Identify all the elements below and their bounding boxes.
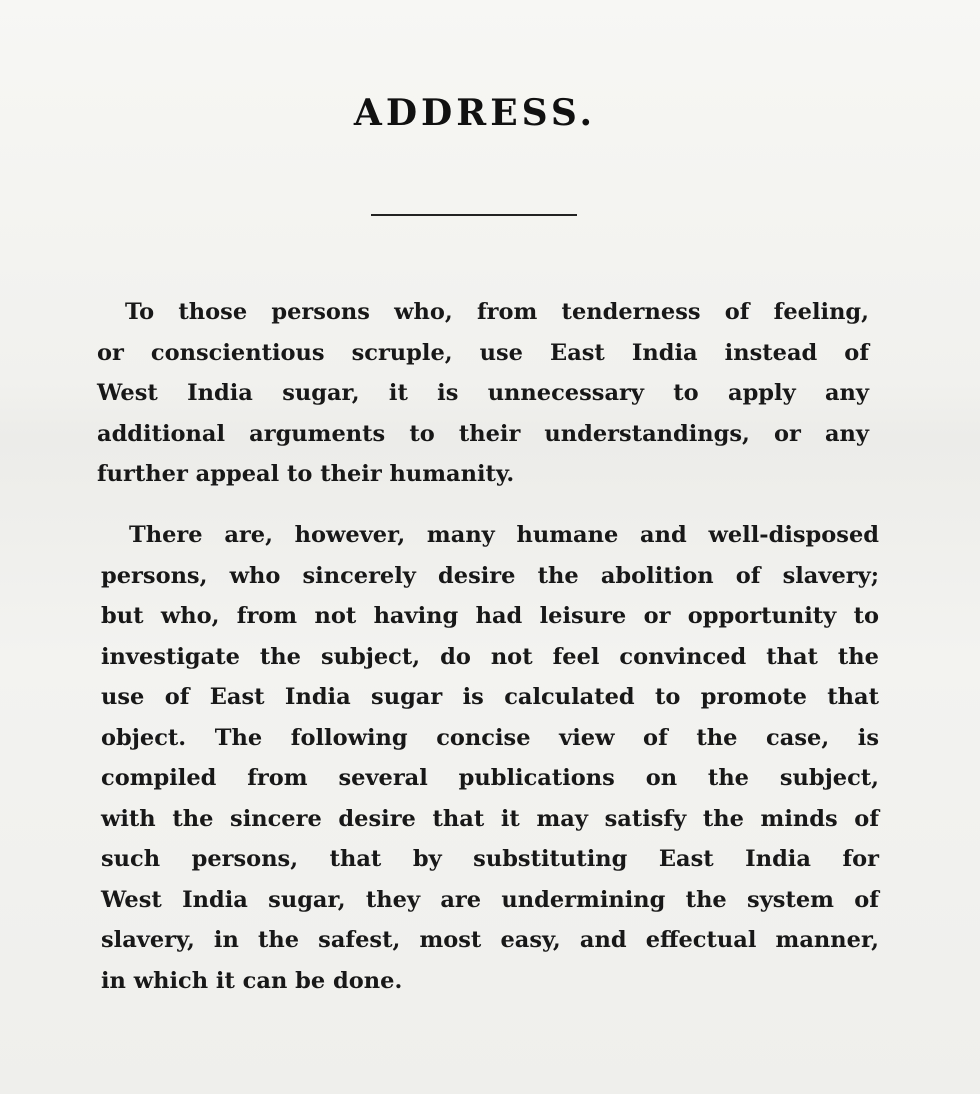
paragraph-main xyxy=(101,515,879,1001)
text-line: such persons, that by substituting East India for xyxy=(101,846,879,872)
text-line: West India sugar, it is unnecessary to apply any xyxy=(97,380,869,406)
text-line: with the sincere desire that it may satisfy the minds of xyxy=(101,805,879,832)
title-divider xyxy=(371,214,577,216)
text-line: There are, however, many humane and well-disposed xyxy=(129,522,879,548)
text-line: further appeal to their humanity. xyxy=(97,461,515,487)
text-line: object. The following concise view of the case, is xyxy=(101,724,879,751)
text-line: West India sugar, they are undermining the system of xyxy=(101,886,879,913)
text-line: additional arguments to their understandings, or any xyxy=(97,420,869,447)
text-line: but who, from not having had leisure or opportunity to xyxy=(101,603,879,629)
text-line: or conscientious scruple, use East India instead of xyxy=(97,339,869,366)
text-line: slavery, in the safest, most easy, and effectual manner, xyxy=(101,927,879,953)
text-line: in which it can be done. xyxy=(101,967,403,994)
text-line: investigate the subject, do not feel convinced that the xyxy=(101,643,879,670)
page-title: ADDRESS. xyxy=(353,92,597,134)
text-line: compiled from several publications on the subject, xyxy=(101,765,879,791)
text-line: use of East India sugar is calculated to promote that xyxy=(101,684,879,710)
text-line: To those persons who, from tenderness of feeling, xyxy=(125,299,869,325)
paragraph-intro xyxy=(97,292,869,495)
text-line: persons, who sincerely desire the abolition of slavery; xyxy=(101,562,879,589)
